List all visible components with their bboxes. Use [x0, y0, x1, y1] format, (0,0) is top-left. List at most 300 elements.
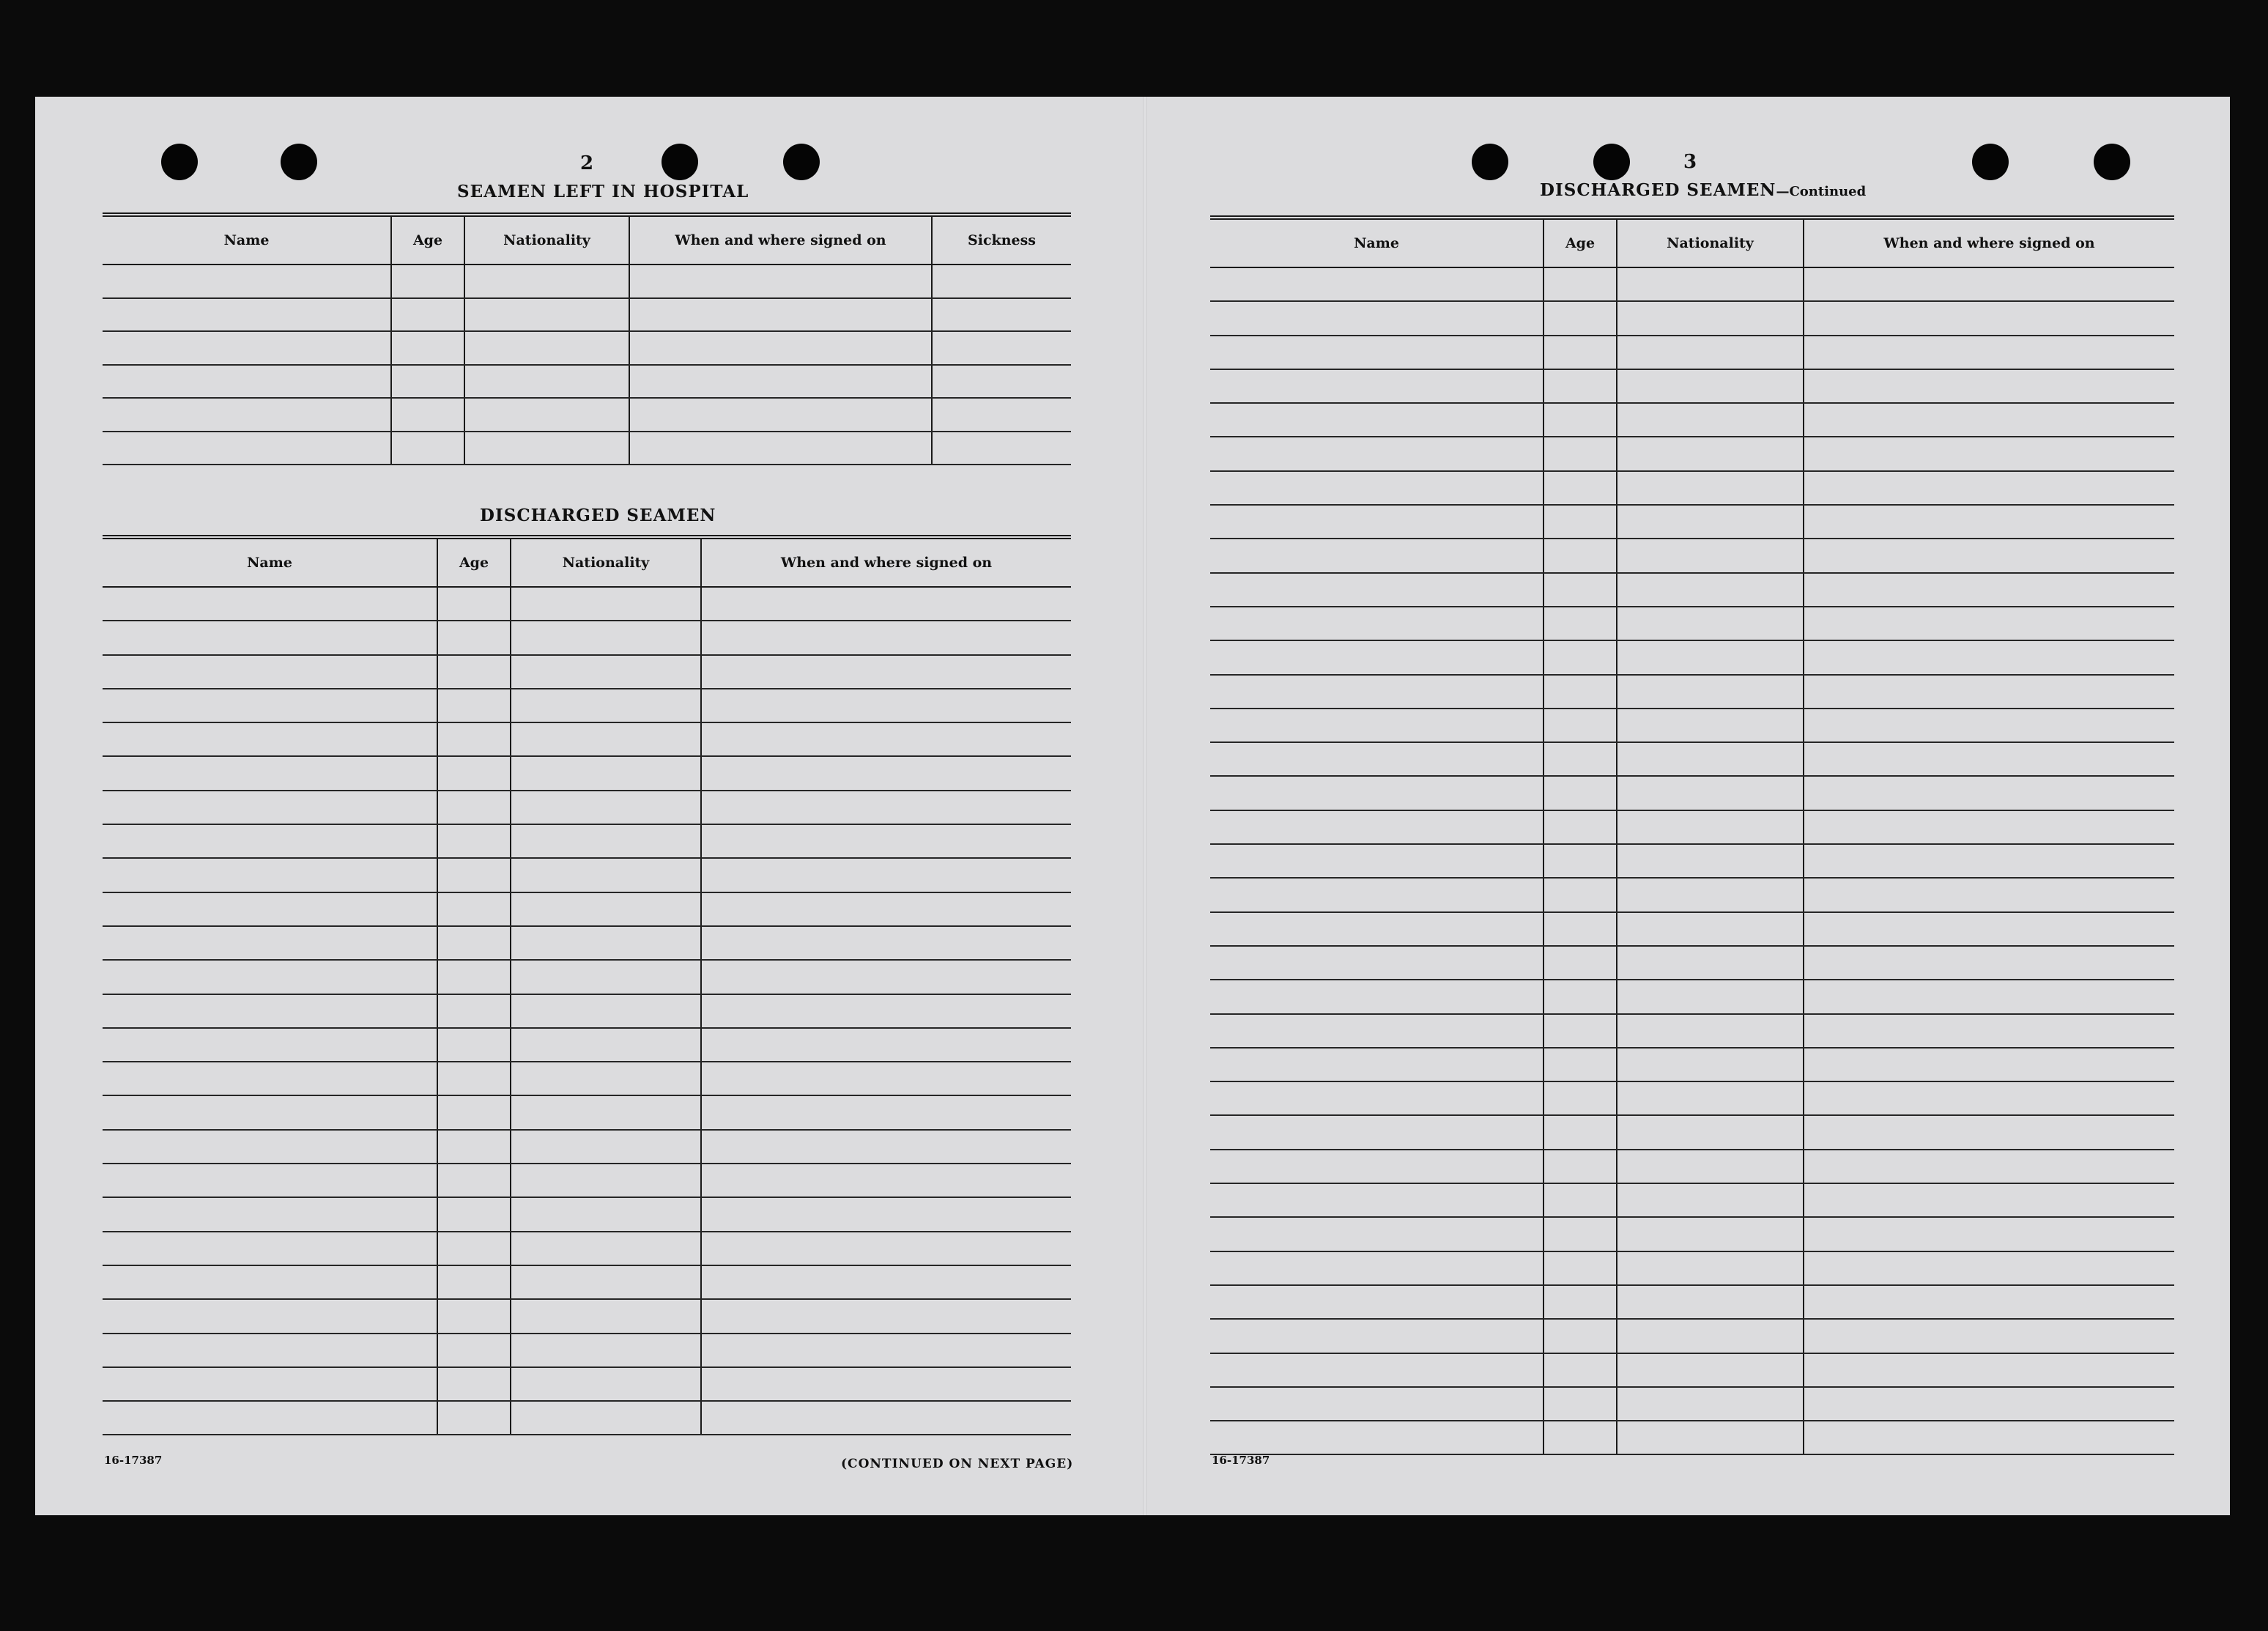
- blank-entry-cell[interactable]: [1544, 1082, 1617, 1114]
- blank-entry-cell[interactable]: [511, 1198, 702, 1230]
- blank-entry-cell[interactable]: [1804, 1015, 2174, 1047]
- blank-entry-cell[interactable]: [1544, 1320, 1617, 1352]
- blank-entry-cell[interactable]: [1804, 506, 2174, 538]
- blank-entry-cell[interactable]: [511, 1096, 702, 1128]
- blank-entry-cell[interactable]: [1617, 1150, 1804, 1183]
- table-row: [1210, 1354, 2174, 1388]
- blank-entry-cell[interactable]: [1804, 1116, 2174, 1148]
- blank-entry-cell[interactable]: [103, 1062, 438, 1095]
- blank-entry-cell[interactable]: [103, 588, 438, 620]
- blank-entry-cell[interactable]: [1804, 845, 2174, 877]
- blank-entry-cell[interactable]: [1210, 980, 1544, 1013]
- blank-entry-cell[interactable]: [511, 1164, 702, 1197]
- blank-entry-cell[interactable]: [1544, 1354, 1617, 1386]
- blank-entry-cell[interactable]: [933, 432, 1071, 465]
- blank-entry-cell[interactable]: [1617, 913, 1804, 945]
- blank-entry-cell[interactable]: [1617, 980, 1804, 1013]
- blank-entry-cell[interactable]: [438, 1368, 511, 1400]
- blank-entry-cell[interactable]: [1617, 1421, 1804, 1454]
- blank-entry-cell[interactable]: [1210, 1184, 1544, 1216]
- blank-entry-cell[interactable]: [1804, 437, 2174, 470]
- table-row: [103, 689, 1071, 723]
- blank-entry-cell[interactable]: [1804, 336, 2174, 369]
- blank-entry-cell[interactable]: [1210, 506, 1544, 538]
- blank-entry-cell[interactable]: [103, 723, 438, 755]
- blank-entry-cell[interactable]: [438, 1096, 511, 1128]
- blank-entry-cell[interactable]: [1544, 1388, 1617, 1420]
- column-header: Name: [1210, 220, 1544, 267]
- blank-entry-cell[interactable]: [1804, 268, 2174, 300]
- blank-entry-cell[interactable]: [438, 588, 511, 620]
- blank-entry-cell[interactable]: [103, 1368, 438, 1400]
- blank-entry-cell[interactable]: [1804, 472, 2174, 504]
- blank-entry-cell[interactable]: [1617, 404, 1804, 436]
- blank-entry-cell[interactable]: [511, 791, 702, 824]
- blank-entry-cell[interactable]: [1544, 980, 1617, 1013]
- blank-entry-cell[interactable]: [438, 961, 511, 993]
- table-row: [103, 1266, 1071, 1300]
- table-row: [1210, 437, 2174, 471]
- blank-entry-cell[interactable]: [1804, 370, 2174, 402]
- blank-entry-cell[interactable]: [1544, 302, 1617, 334]
- blank-entry-cell[interactable]: [1544, 947, 1617, 979]
- blank-entry-cell[interactable]: [1804, 676, 2174, 708]
- blank-entry-cell[interactable]: [702, 859, 1071, 891]
- blank-entry-cell[interactable]: [1804, 777, 2174, 809]
- blank-entry-cell[interactable]: [1617, 506, 1804, 538]
- blank-entry-cell[interactable]: [1210, 777, 1544, 809]
- blank-entry-cell[interactable]: [1804, 709, 2174, 741]
- continued-note: (CONTINUED ON NEXT PAGE): [841, 1457, 1074, 1471]
- table-row: [103, 995, 1071, 1029]
- blank-entry-cell[interactable]: [1617, 676, 1804, 708]
- blank-entry-cell[interactable]: [1544, 1184, 1617, 1216]
- blank-entry-cell[interactable]: [511, 995, 702, 1027]
- blank-entry-cell[interactable]: [1544, 709, 1617, 741]
- blank-entry-cell[interactable]: [1617, 472, 1804, 504]
- punch-hole: [1593, 144, 1630, 180]
- blank-entry-cell[interactable]: [438, 1402, 511, 1434]
- blank-entry-cell[interactable]: [438, 1300, 511, 1332]
- table-row: [103, 1402, 1071, 1435]
- blank-entry-cell[interactable]: [1617, 268, 1804, 300]
- blank-entry-cell[interactable]: [1617, 574, 1804, 606]
- blank-entry-cell[interactable]: [1617, 777, 1804, 809]
- blank-entry-cell[interactable]: [702, 1198, 1071, 1230]
- blank-entry-cell[interactable]: [103, 927, 438, 959]
- blank-entry-cell[interactable]: [511, 1062, 702, 1095]
- blank-entry-cell[interactable]: [1804, 913, 2174, 945]
- blank-entry-cell[interactable]: [1804, 1421, 2174, 1454]
- blank-entry-cell[interactable]: [1544, 1218, 1617, 1250]
- blank-entry-cell[interactable]: [1544, 539, 1617, 572]
- blank-entry-cell[interactable]: [1544, 1421, 1617, 1454]
- blank-entry-cell[interactable]: [1210, 1252, 1544, 1284]
- blank-entry-cell[interactable]: [1210, 1015, 1544, 1047]
- blank-entry-cell[interactable]: [1210, 574, 1544, 606]
- blank-entry-cell[interactable]: [702, 689, 1071, 722]
- blank-entry-cell[interactable]: [1210, 1388, 1544, 1420]
- blank-entry-cell[interactable]: [438, 1334, 511, 1366]
- blank-entry-cell[interactable]: [1617, 1082, 1804, 1114]
- blank-entry-cell[interactable]: [702, 1300, 1071, 1332]
- blank-entry-cell[interactable]: [1544, 1286, 1617, 1318]
- blank-entry-cell[interactable]: [103, 656, 438, 688]
- blank-entry-cell[interactable]: [1804, 1082, 2174, 1114]
- blank-entry-cell[interactable]: [438, 656, 511, 688]
- blank-entry-cell[interactable]: [103, 366, 392, 398]
- blank-entry-cell[interactable]: [702, 1131, 1071, 1163]
- blank-entry-cell[interactable]: [465, 332, 630, 364]
- blank-entry-cell[interactable]: [702, 995, 1071, 1027]
- blank-entry-cell[interactable]: [1210, 1320, 1544, 1352]
- blank-entry-cell[interactable]: [511, 927, 702, 959]
- table-row: [103, 432, 1071, 466]
- blank-entry-cell[interactable]: [1804, 980, 2174, 1013]
- blank-entry-cell[interactable]: [511, 1368, 702, 1400]
- blank-entry-cell[interactable]: [1617, 1252, 1804, 1284]
- blank-entry-cell[interactable]: [702, 1232, 1071, 1265]
- punch-hole: [662, 144, 698, 180]
- column-header: Nationality: [1617, 220, 1804, 267]
- discharged-table-header: [103, 539, 1071, 588]
- blank-entry-cell[interactable]: [1544, 506, 1617, 538]
- blank-entry-cell[interactable]: [1210, 268, 1544, 300]
- blank-entry-cell[interactable]: [511, 689, 702, 722]
- blank-entry-cell[interactable]: [1804, 574, 2174, 606]
- blank-entry-cell[interactable]: [511, 961, 702, 993]
- blank-entry-cell[interactable]: [1544, 404, 1617, 436]
- blank-entry-cell[interactable]: [438, 995, 511, 1027]
- blank-entry-cell[interactable]: [1210, 845, 1544, 877]
- blank-entry-cell[interactable]: [702, 656, 1071, 688]
- blank-entry-cell[interactable]: [1804, 302, 2174, 334]
- blank-entry-cell[interactable]: [438, 757, 511, 789]
- blank-entry-cell[interactable]: [933, 366, 1071, 398]
- blank-entry-cell[interactable]: [438, 1198, 511, 1230]
- blank-entry-cell[interactable]: [702, 757, 1071, 789]
- blank-entry-cell[interactable]: [1804, 947, 2174, 979]
- blank-entry-cell[interactable]: [1544, 370, 1617, 402]
- blank-entry-cell[interactable]: [1617, 1320, 1804, 1352]
- blank-entry-cell[interactable]: [511, 859, 702, 891]
- blank-entry-cell[interactable]: [103, 1096, 438, 1128]
- blank-entry-cell[interactable]: [392, 299, 465, 331]
- blank-entry-cell[interactable]: [1804, 1184, 2174, 1216]
- blank-entry-cell[interactable]: [103, 1198, 438, 1230]
- blank-entry-cell[interactable]: [438, 1131, 511, 1163]
- blank-entry-cell[interactable]: [1804, 607, 2174, 640]
- blank-entry-cell[interactable]: [1544, 1252, 1617, 1284]
- blank-entry-cell[interactable]: [103, 399, 392, 431]
- blank-entry-cell[interactable]: [1804, 1150, 2174, 1183]
- blank-entry-cell[interactable]: [511, 1334, 702, 1366]
- blank-entry-cell[interactable]: [702, 961, 1071, 993]
- blank-entry-cell[interactable]: [1544, 777, 1617, 809]
- blank-entry-cell[interactable]: [1617, 1218, 1804, 1250]
- blank-entry-cell[interactable]: [438, 723, 511, 755]
- blank-entry-cell[interactable]: [1210, 676, 1544, 708]
- blank-entry-cell[interactable]: [1544, 1116, 1617, 1148]
- blank-entry-cell[interactable]: [702, 825, 1071, 857]
- blank-entry-cell[interactable]: [702, 588, 1071, 620]
- blank-entry-cell[interactable]: [702, 1062, 1071, 1095]
- blank-entry-cell[interactable]: [1617, 1116, 1804, 1148]
- blank-entry-cell[interactable]: [1617, 370, 1804, 402]
- blank-entry-cell[interactable]: [1544, 472, 1617, 504]
- blank-entry-cell[interactable]: [511, 1232, 702, 1265]
- blank-entry-cell[interactable]: [438, 1266, 511, 1298]
- blank-entry-cell[interactable]: [1210, 1354, 1544, 1386]
- blank-entry-cell[interactable]: [438, 1164, 511, 1197]
- blank-entry-cell[interactable]: [933, 332, 1071, 364]
- blank-entry-cell[interactable]: [1544, 336, 1617, 369]
- blank-entry-cell[interactable]: [103, 265, 392, 297]
- column-header: Nationality: [511, 539, 702, 586]
- blank-entry-cell[interactable]: [1544, 437, 1617, 470]
- blank-entry-cell[interactable]: [1617, 811, 1804, 843]
- blank-entry-cell[interactable]: [465, 265, 630, 297]
- blank-entry-cell[interactable]: [438, 689, 511, 722]
- blank-entry-cell[interactable]: [1210, 404, 1544, 436]
- table-row: [103, 1131, 1071, 1164]
- blank-entry-cell[interactable]: [438, 859, 511, 891]
- blank-entry-cell[interactable]: [1617, 1286, 1804, 1318]
- blank-entry-cell[interactable]: [511, 1300, 702, 1332]
- blank-entry-cell[interactable]: [511, 588, 702, 620]
- blank-entry-cell[interactable]: [103, 893, 438, 925]
- blank-entry-cell[interactable]: [933, 399, 1071, 431]
- blank-entry-cell[interactable]: [630, 432, 933, 465]
- blank-entry-cell[interactable]: [1544, 845, 1617, 877]
- blank-entry-cell[interactable]: [1210, 472, 1544, 504]
- blank-entry-cell[interactable]: [1210, 437, 1544, 470]
- blank-entry-cell[interactable]: [1617, 1048, 1804, 1081]
- blank-entry-cell[interactable]: [438, 893, 511, 925]
- blank-entry-cell[interactable]: [1210, 879, 1544, 911]
- blank-entry-cell[interactable]: [1804, 1354, 2174, 1386]
- blank-entry-cell[interactable]: [1210, 539, 1544, 572]
- blank-entry-cell[interactable]: [1804, 743, 2174, 775]
- blank-entry-cell[interactable]: [702, 1164, 1071, 1197]
- blank-entry-cell[interactable]: [103, 961, 438, 993]
- blank-entry-cell[interactable]: [1804, 404, 2174, 436]
- blank-entry-cell[interactable]: [103, 825, 438, 857]
- blank-entry-cell[interactable]: [1210, 1421, 1544, 1454]
- blank-entry-cell[interactable]: [511, 1131, 702, 1163]
- table-row: [1210, 1048, 2174, 1082]
- blank-entry-cell[interactable]: [392, 399, 465, 431]
- blank-entry-cell[interactable]: [103, 299, 392, 331]
- blank-entry-cell[interactable]: [438, 927, 511, 959]
- blank-entry-cell[interactable]: [438, 1062, 511, 1095]
- blank-entry-cell[interactable]: [702, 1334, 1071, 1366]
- blank-entry-cell[interactable]: [1617, 709, 1804, 741]
- table-row: [1210, 404, 2174, 437]
- blank-entry-cell[interactable]: [1617, 1354, 1804, 1386]
- blank-entry-cell[interactable]: [702, 1266, 1071, 1298]
- blank-entry-cell[interactable]: [465, 399, 630, 431]
- blank-entry-cell[interactable]: [511, 893, 702, 925]
- blank-entry-cell[interactable]: [1210, 947, 1544, 979]
- blank-entry-cell[interactable]: [1804, 879, 2174, 911]
- blank-entry-cell[interactable]: [1544, 1150, 1617, 1183]
- blank-entry-cell[interactable]: [1544, 574, 1617, 606]
- blank-entry-cell[interactable]: [702, 1096, 1071, 1128]
- blank-entry-cell[interactable]: [511, 1266, 702, 1298]
- blank-entry-cell[interactable]: [1804, 1320, 2174, 1352]
- blank-entry-cell[interactable]: [103, 1402, 438, 1434]
- blank-entry-cell[interactable]: [702, 893, 1071, 925]
- blank-entry-cell[interactable]: [103, 1300, 438, 1332]
- blank-entry-cell[interactable]: [1804, 811, 2174, 843]
- blank-entry-cell[interactable]: [1544, 268, 1617, 300]
- blank-entry-cell[interactable]: [1210, 1286, 1544, 1318]
- column-header: Age: [438, 539, 511, 586]
- blank-entry-cell[interactable]: [1210, 743, 1544, 775]
- blank-entry-cell[interactable]: [1544, 1015, 1617, 1047]
- blank-entry-cell[interactable]: [511, 1402, 702, 1434]
- blank-entry-cell[interactable]: [1544, 641, 1617, 673]
- blank-entry-cell[interactable]: [465, 432, 630, 465]
- blank-entry-cell[interactable]: [511, 723, 702, 755]
- blank-entry-cell[interactable]: [702, 723, 1071, 755]
- blank-entry-cell[interactable]: [103, 1232, 438, 1265]
- blank-entry-cell[interactable]: [103, 1029, 438, 1061]
- blank-entry-cell[interactable]: [1617, 879, 1804, 911]
- blank-entry-cell[interactable]: [511, 825, 702, 857]
- table-row: [103, 1198, 1071, 1232]
- blank-entry-cell[interactable]: [630, 332, 933, 364]
- blank-entry-cell[interactable]: [1544, 879, 1617, 911]
- blank-entry-cell[interactable]: [1210, 607, 1544, 640]
- blank-entry-cell[interactable]: [1210, 1048, 1544, 1081]
- table-row: [103, 332, 1071, 366]
- blank-entry-cell[interactable]: [630, 265, 933, 297]
- blank-entry-cell[interactable]: [1210, 370, 1544, 402]
- blank-entry-cell[interactable]: [438, 1232, 511, 1265]
- blank-entry-cell[interactable]: [1210, 336, 1544, 369]
- blank-entry-cell[interactable]: [103, 1334, 438, 1366]
- blank-entry-cell[interactable]: [103, 859, 438, 891]
- table-row: [103, 723, 1071, 757]
- blank-entry-cell[interactable]: [1617, 1184, 1804, 1216]
- blank-entry-cell[interactable]: [103, 689, 438, 722]
- blank-entry-cell[interactable]: [1617, 947, 1804, 979]
- blank-entry-cell[interactable]: [630, 399, 933, 431]
- blank-entry-cell[interactable]: [103, 1266, 438, 1298]
- blank-entry-cell[interactable]: [1617, 607, 1804, 640]
- blank-entry-cell[interactable]: [1210, 641, 1544, 673]
- blank-entry-cell[interactable]: [1804, 1048, 2174, 1081]
- blank-entry-cell[interactable]: [1210, 1218, 1544, 1250]
- blank-entry-cell[interactable]: [702, 621, 1071, 654]
- blank-entry-cell[interactable]: [103, 757, 438, 789]
- blank-entry-cell[interactable]: [438, 1029, 511, 1061]
- blank-entry-cell[interactable]: [392, 432, 465, 465]
- blank-entry-cell[interactable]: [438, 791, 511, 824]
- blank-entry-cell[interactable]: [1544, 811, 1617, 843]
- blank-entry-cell[interactable]: [702, 1029, 1071, 1061]
- blank-entry-cell[interactable]: [1617, 641, 1804, 673]
- blank-entry-cell[interactable]: [1804, 539, 2174, 572]
- blank-entry-cell[interactable]: [392, 265, 465, 297]
- blank-entry-cell[interactable]: [630, 299, 933, 331]
- blank-entry-cell[interactable]: [103, 1164, 438, 1197]
- blank-entry-cell[interactable]: [392, 366, 465, 398]
- blank-entry-cell[interactable]: [465, 299, 630, 331]
- blank-entry-cell[interactable]: [511, 757, 702, 789]
- blank-entry-cell[interactable]: [1210, 302, 1544, 334]
- continued-table-header: [1210, 220, 2174, 268]
- blank-entry-cell[interactable]: [630, 366, 933, 398]
- blank-entry-cell[interactable]: [103, 1131, 438, 1163]
- blank-entry-cell[interactable]: [511, 656, 702, 688]
- blank-entry-cell[interactable]: [1544, 913, 1617, 945]
- blank-entry-cell[interactable]: [702, 791, 1071, 824]
- blank-entry-cell[interactable]: [392, 332, 465, 364]
- blank-entry-cell[interactable]: [702, 927, 1071, 959]
- blank-entry-cell[interactable]: [103, 332, 392, 364]
- blank-entry-cell[interactable]: [1617, 302, 1804, 334]
- blank-entry-cell[interactable]: [1617, 1015, 1804, 1047]
- blank-entry-cell[interactable]: [1544, 743, 1617, 775]
- blank-entry-cell[interactable]: [702, 1402, 1071, 1434]
- table-row: [1210, 1286, 2174, 1320]
- blank-entry-cell[interactable]: [1617, 437, 1804, 470]
- blank-entry-cell[interactable]: [1804, 1252, 2174, 1284]
- blank-entry-cell[interactable]: [1210, 1082, 1544, 1114]
- blank-entry-cell[interactable]: [103, 995, 438, 1027]
- blank-entry-cell[interactable]: [1617, 539, 1804, 572]
- blank-entry-cell[interactable]: [103, 791, 438, 824]
- blank-entry-cell[interactable]: [1804, 1388, 2174, 1420]
- blank-entry-cell[interactable]: [1210, 1150, 1544, 1183]
- blank-entry-cell[interactable]: [1617, 743, 1804, 775]
- blank-entry-cell[interactable]: [1617, 336, 1804, 369]
- blank-entry-cell[interactable]: [511, 1029, 702, 1061]
- blank-entry-cell[interactable]: [103, 432, 392, 465]
- blank-entry-cell[interactable]: [1544, 607, 1617, 640]
- blank-entry-cell[interactable]: [438, 825, 511, 857]
- blank-entry-cell[interactable]: [1804, 641, 2174, 673]
- blank-entry-cell[interactable]: [702, 1368, 1071, 1400]
- blank-entry-cell[interactable]: [1210, 709, 1544, 741]
- table-row: [103, 366, 1071, 399]
- table-row: [1210, 743, 2174, 777]
- blank-entry-cell[interactable]: [103, 621, 438, 654]
- blank-entry-cell[interactable]: [933, 299, 1071, 331]
- left-page-number: 2: [580, 152, 594, 174]
- blank-entry-cell[interactable]: [1617, 845, 1804, 877]
- blank-entry-cell[interactable]: [465, 366, 630, 398]
- blank-entry-cell[interactable]: [1544, 676, 1617, 708]
- blank-entry-cell[interactable]: [1210, 913, 1544, 945]
- punch-hole: [161, 144, 198, 180]
- table-row: [1210, 506, 2174, 539]
- blank-entry-cell[interactable]: [1804, 1286, 2174, 1318]
- hospital-table-body: [103, 265, 1071, 465]
- blank-entry-cell[interactable]: [933, 265, 1071, 297]
- blank-entry-cell[interactable]: [1210, 811, 1544, 843]
- blank-entry-cell[interactable]: [1617, 1388, 1804, 1420]
- blank-entry-cell[interactable]: [511, 621, 702, 654]
- blank-entry-cell[interactable]: [438, 621, 511, 654]
- blank-entry-cell[interactable]: [1210, 1116, 1544, 1148]
- blank-entry-cell[interactable]: [1804, 1218, 2174, 1250]
- table-row: [103, 1062, 1071, 1096]
- blank-entry-cell[interactable]: [1544, 1048, 1617, 1081]
